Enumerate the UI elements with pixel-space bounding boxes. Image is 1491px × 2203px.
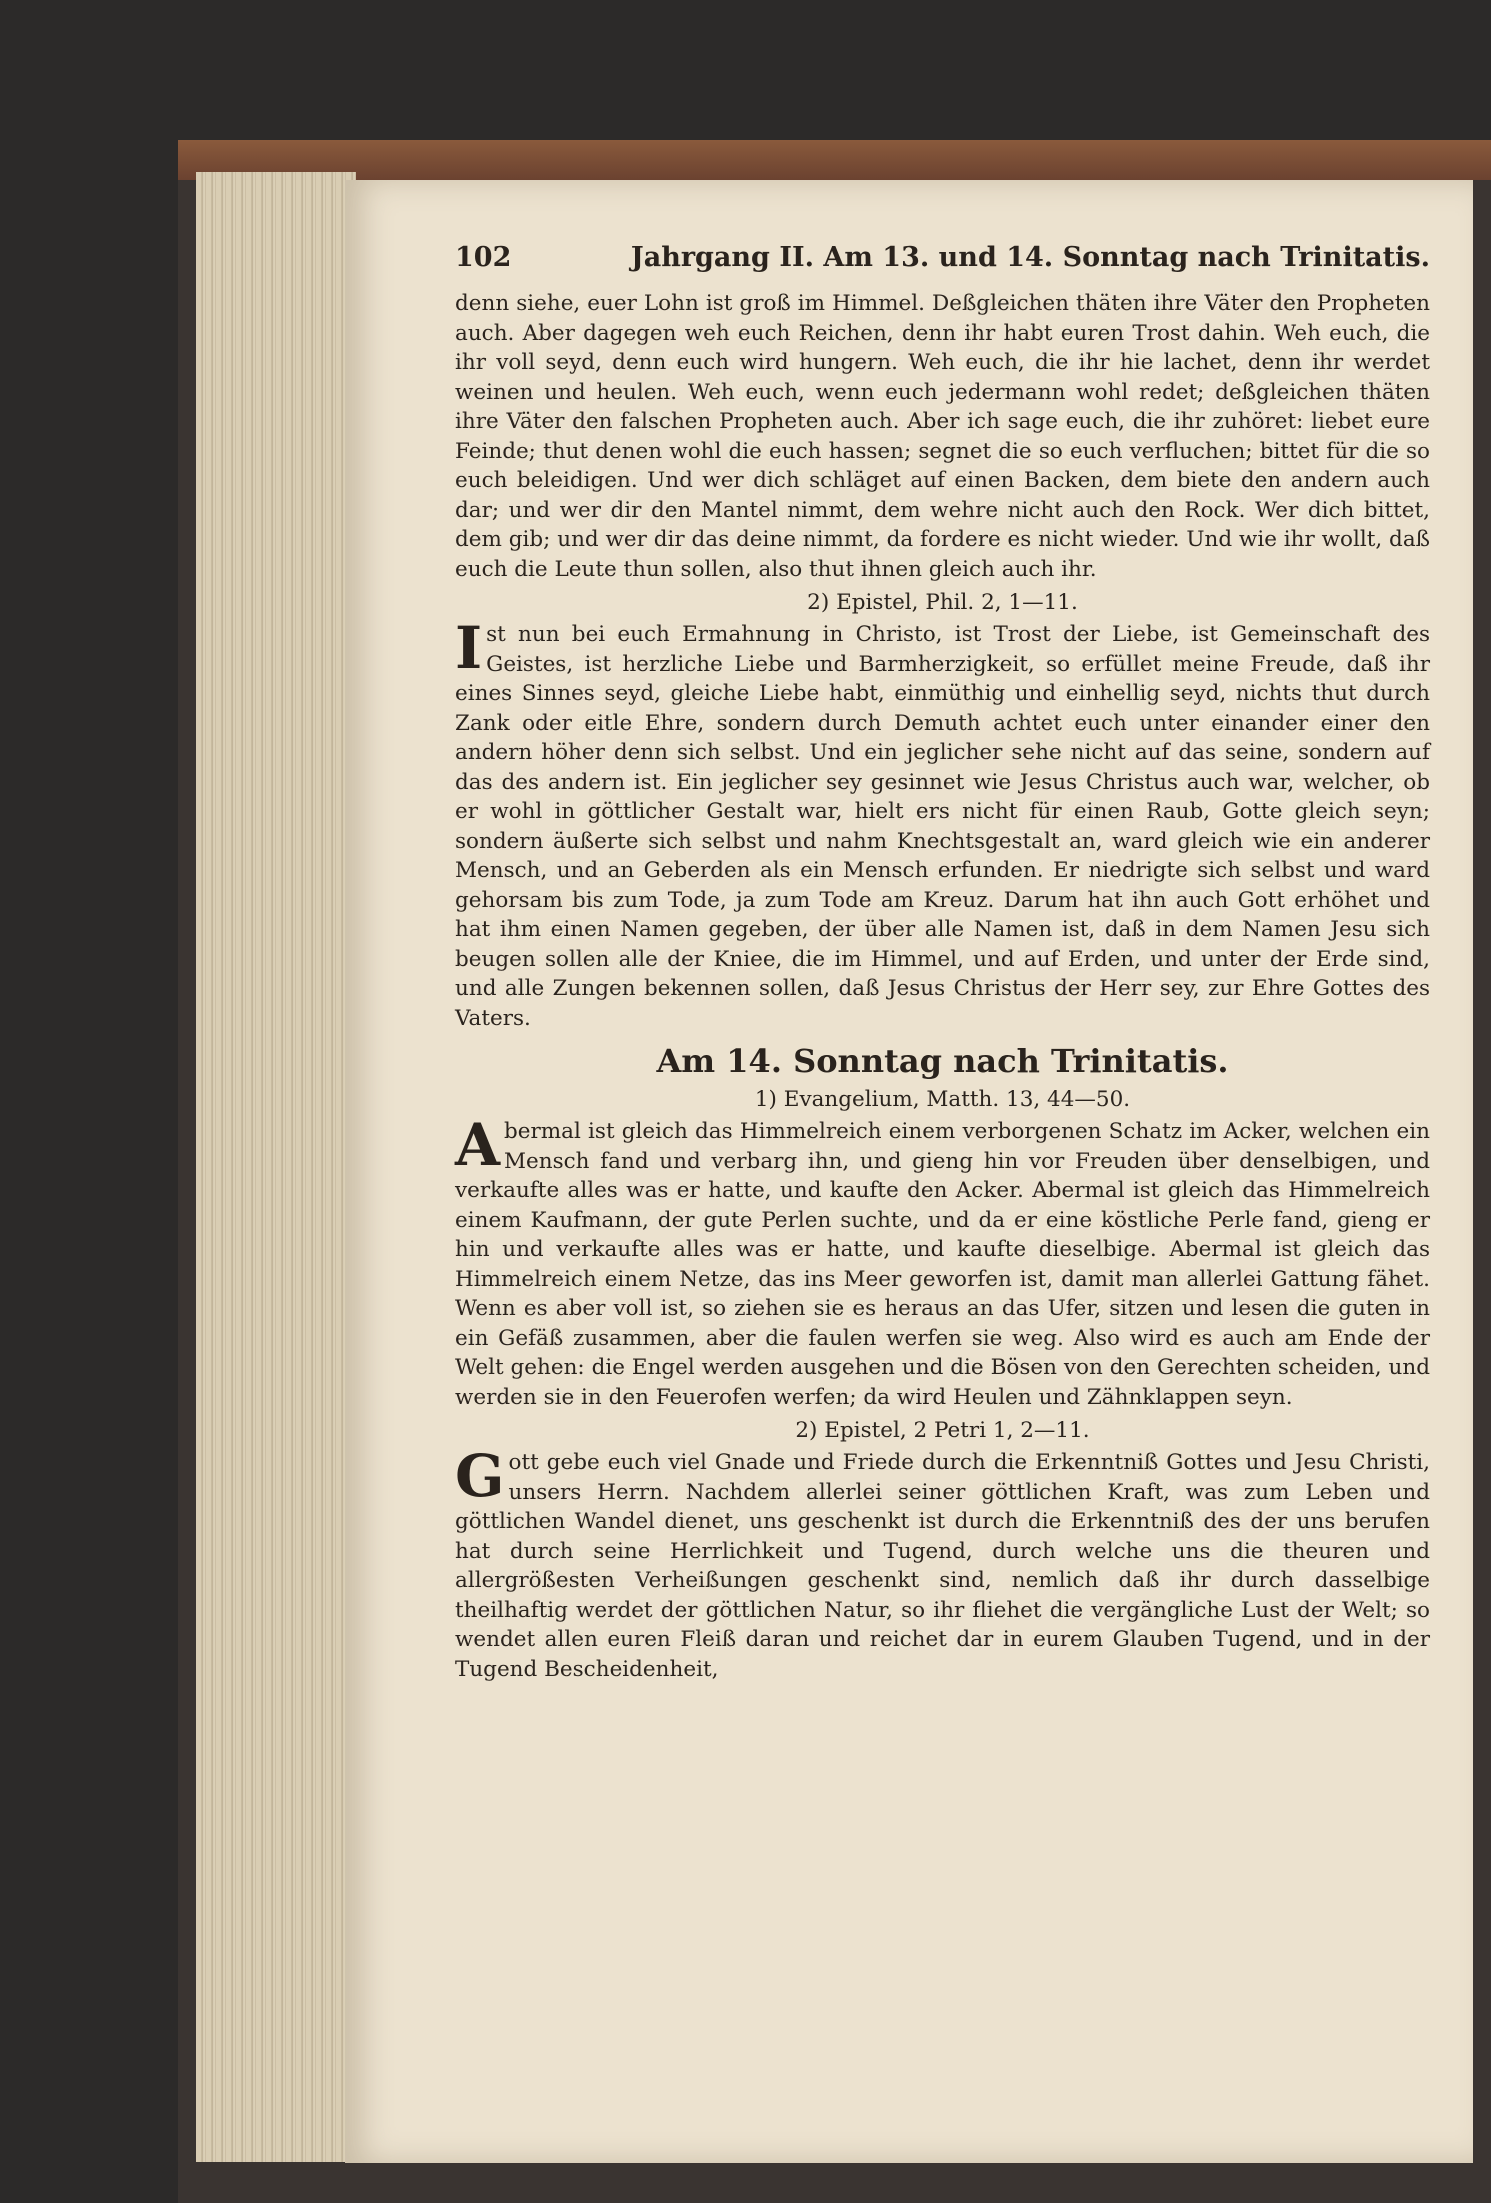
- dropcap-g: G: [455, 1442, 505, 1510]
- gospel-heading-matth: 1) Evangelium, Matth. 13, 44—50.: [754, 1087, 1131, 1112]
- section-heading-14-sunday: Am 14. Sonntag nach Trinitatis.: [656, 1042, 1229, 1080]
- running-title: Jahrgang II. Am 13. und 14. Sonntag nach Trinitatis.: [630, 242, 1430, 273]
- book-top-edge: [178, 140, 1491, 180]
- page-number: 102: [455, 242, 512, 273]
- epistle-heading-petri: 2) Epistel, 2 Petri 1, 2—11.: [795, 1418, 1090, 1443]
- gospel-matth-text: [455, 1111, 1430, 1412]
- epistle-heading-phil: 2) Epistel, Phil. 2, 1—11.: [807, 590, 1078, 615]
- dropcap-a: A: [455, 1111, 501, 1179]
- gospel-matth-body: bermal ist gleich das Himmelreich einem verborgenen Schatz im Acker, welchen ein Mensch fand und verbarg ihn, und gieng hin vor Freuden über denselbigen, und verkaufte alles was er hatte, und kaufte den Acker. Abermal ist gleich das Himmelreich einem Kaufmann, der gute Perlen suchte, und da er eine köstliche Perle fand, gieng er hin und verkaufte alles was er hatte, und kaufte dieselbige. Abermal ist gleich das Himmelreich einem Netze, das ins Meer geworfen ist, damit man allerlei Gattung fähet. Wenn es aber voll ist, so ziehen sie es heraus an das Ufer, sitzen und lesen die guten in ein Gefäß zusammen, aber die faulen werfen sie weg. Also wird es auch am Ende der Welt gehen: die Engel werden ausgehen und die Bösen von den Gerechten scheiden, und werden sie in den Feuerofen werfen; da wird Heulen und Zähnklappen seyn.: [455, 1119, 1430, 1410]
- dropcap-i: I: [455, 614, 483, 682]
- epistle-phil-text: [455, 614, 1430, 1033]
- running-header: [455, 242, 1430, 273]
- epistle-petri-text: [455, 1442, 1430, 1684]
- epistle-phil-body: st nun bei euch Ermahnung in Christo, ist Trost der Liebe, ist Gemeinschaft des Geistes, ist herzliche Liebe und Barmherzigkeit, so erfüllet meine Freude, daß ihr eines Sinnes seyd, gleiche Liebe habt, einmüthig und einhellig seyd, nichts thut durch Zank oder eitle Ehre, sondern durch Demuth achtet euch unter einander einer den andern höher denn sich selbst. Und ein jeglicher sehe nicht auf das seine, sondern auf das des andern ist. Ein jeglicher sey gesinnet wie Jesus Christus auch war, welcher, ob er wohl in göttlicher Gestalt war, hielt ers nicht für einen Raub, Gotte gleich seyn; sondern äußerte sich selbst und nahm Knechtsgestalt an, ward gleich wie ein anderer Mensch, und an Geberden als ein Mensch erfunden. Er niedrigte sich selbst und ward gehorsam bis zum Tode, ja zum Tode am Kreuz. Darum hat ihn auch Gott erhöhet und hat ihm einen Namen gegeben, der über alle Namen ist, daß in dem Namen Jesu sich beugen sollen alle der Kniee, die im Himmel, und auf Erden, und unter der Erde sind, und alle Zungen bekennen sollen, daß Jesus Christus der Herr sey, zur Ehre Gottes des Vaters.: [455, 622, 1430, 1031]
- page-edges: [196, 172, 356, 2162]
- gospel-continuation-text: denn siehe, euer Lohn ist groß im Himmel. Deßgleichen thäten ihre Väter den Propheten auch. Aber dagegen weh euch Reichen, denn ihr habt euren Trost dahin. Weh euch, die ihr voll seyd, denn euch wird hungern. Weh euch, die ihr hie lachet, denn ihr werdet weinen und heulen. Weh euch, wenn euch jedermann wohl redet; deßgleichen thäten ihre Väter den falschen Propheten auch. Aber ich sage euch, die ihr zuhöret: liebet eure Feinde; thut denen wohl die euch hassen; segnet die so euch verfluchen; bittet für die so euch beleidigen. Und wer dich schläget auf einen Backen, dem biete den andern auch dar; und wer dir den Mantel nimmt, dem wehre nicht auch den Rock. Wer dich bittet, dem gib; und wer dir das deine nimmt, da fordere es nicht wieder. Und wie ihr wollt, daß euch die Leute thun sollen, also thut ihnen gleich auch ihr.: [455, 291, 1430, 582]
- epistle-petri-body: ott gebe euch viel Gnade und Friede durch die Erkenntniß Gottes und Jesu Christi, unsers Herrn. Nachdem allerlei seiner göttlichen Kraft, was zum Leben und göttlichen Wandel dienet, uns geschenkt ist durch die Erkenntniß des der uns berufen hat durch seine Herrlichkeit und Tugend, durch welche uns die theuren und allergrößesten Verheißungen geschenkt sind, nemlich daß ihr durch dasselbige theilhaftig werdet der göttlichen Natur, so ihr fliehet die vergängliche Lust der Welt; so wendet allen euren Fleiß daran und reichet dar in eurem Glauben Tugend, und in der Tugend Bescheidenheit,: [455, 1450, 1430, 1682]
- page-content: [455, 242, 1430, 1684]
